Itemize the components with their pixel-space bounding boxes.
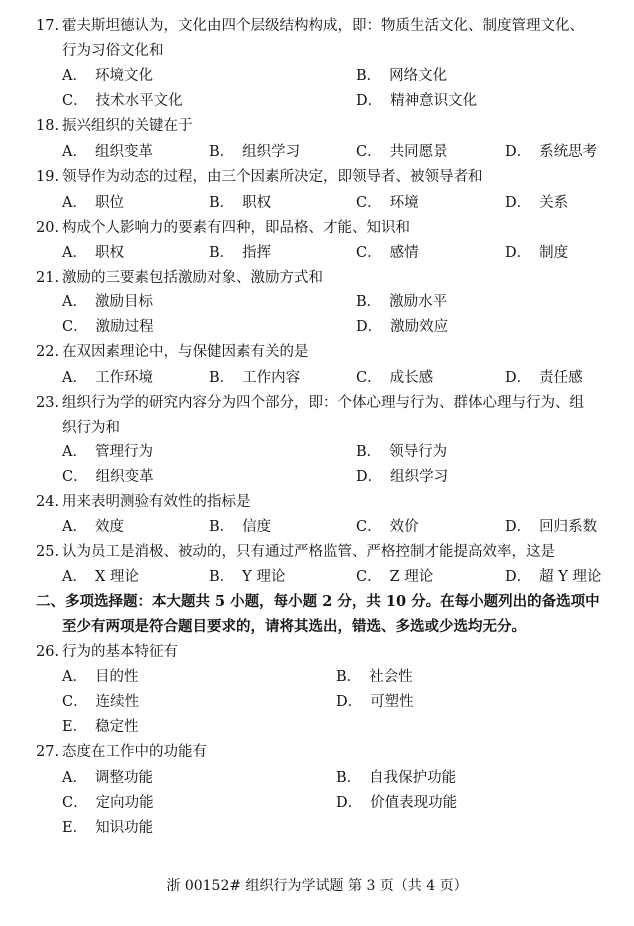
option-letter: D．	[505, 370, 532, 386]
page-footer: 浙 00152# 组织行为学试题 第 3 页（共 4 页）	[166, 878, 468, 894]
option-letter: A．	[62, 294, 87, 310]
option-letter: B．	[209, 370, 235, 386]
option-text: 定向功能	[95, 795, 154, 811]
question-number: 21.	[36, 270, 60, 286]
option-text: 职权	[242, 195, 272, 211]
option-text: 关系	[539, 195, 569, 211]
question-row	[0, 266, 634, 290]
option-a[interactable]	[62, 565, 139, 589]
option-text: 激励效应	[390, 319, 449, 335]
option-letter: C．	[62, 319, 88, 335]
option-c[interactable]	[356, 140, 448, 164]
option-text: 稳定性	[95, 719, 139, 735]
option-text: 领导行为	[389, 444, 448, 460]
question-number: 19.	[36, 169, 60, 185]
options-row	[0, 690, 634, 714]
option-text: 调整功能	[94, 770, 153, 786]
options-row	[0, 89, 634, 113]
question-row	[0, 165, 634, 189]
option-letter: B．	[336, 669, 362, 685]
option-text: 组织学习	[390, 469, 449, 485]
option-a[interactable]	[62, 140, 153, 164]
options-row	[0, 140, 634, 164]
option-text: 激励水平	[389, 294, 448, 310]
option-letter: C．	[62, 694, 88, 710]
option-letter: B．	[356, 68, 382, 84]
option-text: 环境	[389, 195, 419, 211]
options-row	[0, 515, 634, 539]
question-row	[0, 540, 634, 564]
options-row	[0, 465, 634, 489]
option-d[interactable]	[356, 89, 477, 113]
option-letter: A．	[62, 370, 87, 386]
option-text: 环境文化	[94, 68, 153, 84]
option-text: Y 理论	[242, 569, 286, 585]
option-d[interactable]	[505, 241, 568, 265]
option-d[interactable]	[356, 465, 448, 489]
option-letter: B．	[356, 444, 382, 460]
option-text: 效价	[389, 519, 419, 535]
option-letter: D．	[505, 144, 532, 160]
option-d[interactable]	[505, 140, 597, 164]
question-row	[0, 340, 634, 364]
option-text: 技术水平文化	[95, 93, 183, 109]
section-heading-line-2: 至少有两项是符合题目要求的，请将其选出，错选、多选或少选均无分。	[62, 618, 526, 635]
option-text: 效度	[94, 519, 124, 535]
option-b[interactable]	[209, 565, 285, 589]
option-text: 组织学习	[242, 144, 301, 160]
question-stem: 在双因素理论中，与保健因素有关的是	[62, 344, 309, 360]
option-letter: B．	[336, 770, 362, 786]
option-text: 责任感	[539, 370, 583, 386]
option-a[interactable]	[62, 766, 153, 790]
option-text: 职位	[94, 195, 124, 211]
option-letter: B．	[209, 569, 235, 585]
option-a[interactable]	[62, 515, 124, 539]
option-letter: A．	[62, 569, 87, 585]
option-d[interactable]	[505, 366, 583, 390]
option-text: 精神意识文化	[390, 93, 478, 109]
question-stem: 行为的基本特征有	[62, 644, 178, 660]
options-row	[0, 715, 634, 739]
options-row	[0, 816, 634, 840]
option-letter: A．	[62, 195, 87, 211]
option-letter: C．	[356, 370, 382, 386]
option-b[interactable]	[209, 241, 271, 265]
question-number: 22.	[36, 344, 60, 360]
option-c[interactable]	[62, 315, 154, 339]
option-c[interactable]	[62, 465, 154, 489]
option-letter: C．	[62, 795, 88, 811]
option-c[interactable]	[356, 565, 433, 589]
option-c[interactable]	[62, 791, 154, 815]
option-letter: E．	[62, 719, 88, 735]
option-text: 组织变革	[95, 469, 154, 485]
option-letter: C．	[62, 93, 88, 109]
option-letter: C．	[356, 569, 382, 585]
option-letter: B．	[209, 245, 235, 261]
option-c[interactable]	[356, 515, 419, 539]
option-b[interactable]	[209, 515, 271, 539]
option-text: 自我保护功能	[369, 770, 457, 786]
question-row	[0, 640, 634, 664]
option-c[interactable]	[356, 241, 419, 265]
question-row	[0, 114, 634, 138]
question-number: 18.	[36, 118, 60, 134]
question-row	[0, 740, 634, 764]
option-text: 管理行为	[94, 444, 153, 460]
question-stem: 激励的三要素包括激励对象、激励方式和	[62, 270, 323, 286]
option-e[interactable]	[62, 816, 153, 840]
option-text: 指挥	[242, 245, 272, 261]
option-letter: B．	[209, 519, 235, 535]
question-stem: 霍夫斯坦德认为，文化由四个层级结构构成，即：物质生活文化、制度管理文化、	[62, 18, 584, 34]
option-letter: A．	[62, 68, 87, 84]
question-number: 17.	[36, 18, 60, 34]
question-row	[0, 14, 634, 38]
option-letter: C．	[356, 519, 382, 535]
option-d[interactable]	[505, 515, 597, 539]
question-stem: 构成个人影响力的要素有四种，即品格、才能、知识和	[62, 220, 410, 236]
question-row	[0, 490, 634, 514]
option-a[interactable]	[62, 440, 153, 464]
options-row	[0, 440, 634, 464]
options-row	[0, 366, 634, 390]
option-letter: D．	[505, 195, 532, 211]
option-text: 超 Y 理论	[539, 569, 602, 585]
option-text: 社会性	[369, 669, 413, 685]
option-text: 共同愿景	[389, 144, 448, 160]
option-text: 价值表现功能	[370, 795, 458, 811]
option-letter: C．	[356, 245, 382, 261]
options-row	[0, 766, 634, 790]
option-text: 职权	[94, 245, 124, 261]
question-continuation-row	[0, 416, 634, 440]
option-b[interactable]	[356, 290, 447, 314]
option-b[interactable]	[209, 366, 300, 390]
section-heading-continued	[0, 615, 634, 639]
option-text: 工作环境	[94, 370, 153, 386]
option-d[interactable]	[505, 191, 568, 215]
option-letter: D．	[336, 694, 363, 710]
option-c[interactable]	[356, 366, 433, 390]
option-b[interactable]	[209, 191, 271, 215]
option-text: 工作内容	[242, 370, 301, 386]
option-a[interactable]	[62, 290, 153, 314]
question-stem: 态度在工作中的功能有	[62, 744, 207, 760]
question-number: 27.	[36, 744, 60, 760]
section-heading	[0, 590, 634, 614]
option-text: X 理论	[94, 569, 139, 585]
option-b[interactable]	[356, 440, 447, 464]
option-text: 成长感	[389, 370, 434, 386]
options-row	[0, 665, 634, 689]
question-row	[0, 391, 634, 415]
option-c[interactable]	[62, 690, 139, 714]
option-letter: D．	[356, 93, 383, 109]
option-text: 制度	[539, 245, 569, 261]
option-letter: A．	[62, 245, 87, 261]
option-text: 信度	[242, 519, 272, 535]
options-row	[0, 565, 634, 589]
question-continuation-row	[0, 39, 634, 63]
option-letter: D．	[505, 519, 532, 535]
option-text: Z 理论	[389, 569, 434, 585]
option-a[interactable]	[62, 665, 138, 689]
question-stem-continued: 织行为和	[62, 420, 120, 436]
options-row	[0, 791, 634, 815]
question-number: 26.	[36, 644, 60, 660]
option-text: 网络文化	[389, 68, 448, 84]
option-d[interactable]	[505, 565, 601, 589]
option-text: 回归系数	[539, 519, 598, 535]
question-stem: 认为员工是消极、被动的，只有通过严格监管、严格控制才能提高效率，这是	[62, 544, 555, 560]
option-letter: B．	[209, 144, 235, 160]
section-heading-line-1: 二、多项选择题：本大题共 5 小题，每小题 2 分，共 10 分。在每小题列出的备选项中	[36, 593, 600, 610]
option-letter: D．	[356, 319, 383, 335]
option-letter: A．	[62, 669, 87, 685]
option-text: 系统思考	[539, 144, 598, 160]
question-stem: 组织行为学的研究内容分为四个部分，即：个体心理与行为、群体心理与行为、组	[62, 395, 584, 411]
question-number: 25.	[36, 544, 60, 560]
option-b[interactable]	[356, 64, 447, 88]
option-letter: D．	[356, 469, 383, 485]
option-letter: B．	[209, 195, 235, 211]
option-text: 激励目标	[94, 294, 153, 310]
option-text: 激励过程	[95, 319, 154, 335]
option-a[interactable]	[62, 366, 153, 390]
option-letter: D．	[505, 569, 532, 585]
option-b[interactable]	[209, 140, 300, 164]
option-letter: A．	[62, 519, 87, 535]
option-letter: A．	[62, 770, 87, 786]
option-d[interactable]	[336, 690, 414, 714]
option-letter: A．	[62, 444, 87, 460]
option-a[interactable]	[62, 241, 124, 265]
option-text: 组织变革	[94, 144, 153, 160]
question-number: 23.	[36, 395, 60, 411]
option-letter: A．	[62, 144, 87, 160]
option-text: 连续性	[95, 694, 140, 710]
options-row	[0, 315, 634, 339]
option-d[interactable]	[336, 791, 457, 815]
options-row	[0, 191, 634, 215]
option-text: 感情	[389, 245, 419, 261]
option-letter: C．	[356, 195, 382, 211]
option-b[interactable]	[336, 766, 456, 790]
options-row	[0, 290, 634, 314]
option-d[interactable]	[356, 315, 448, 339]
question-row	[0, 216, 634, 240]
question-stem-continued: 行为习俗文化和	[62, 43, 164, 59]
option-letter: D．	[336, 795, 363, 811]
option-a[interactable]	[62, 191, 124, 215]
question-stem: 振兴组织的关键在于	[62, 118, 193, 134]
option-c[interactable]	[356, 191, 419, 215]
option-letter: C．	[62, 469, 88, 485]
question-number: 24.	[36, 494, 60, 510]
option-letter: C．	[356, 144, 382, 160]
options-row	[0, 241, 634, 265]
question-stem: 领导作为动态的过程，由三个因素所决定，即领导者、被领导者和	[62, 169, 483, 185]
options-row	[0, 64, 634, 88]
option-text: 知识功能	[95, 820, 154, 836]
option-b[interactable]	[336, 665, 413, 689]
option-e[interactable]	[62, 715, 139, 739]
option-letter: B．	[356, 294, 382, 310]
option-text: 可塑性	[370, 694, 414, 710]
option-letter: D．	[505, 245, 532, 261]
option-c[interactable]	[62, 89, 183, 113]
question-number: 20.	[36, 220, 60, 236]
option-a[interactable]	[62, 64, 153, 88]
option-text: 目的性	[94, 669, 139, 685]
option-letter: E．	[62, 820, 88, 836]
question-stem: 用来表明测验有效性的指标是	[62, 494, 251, 510]
